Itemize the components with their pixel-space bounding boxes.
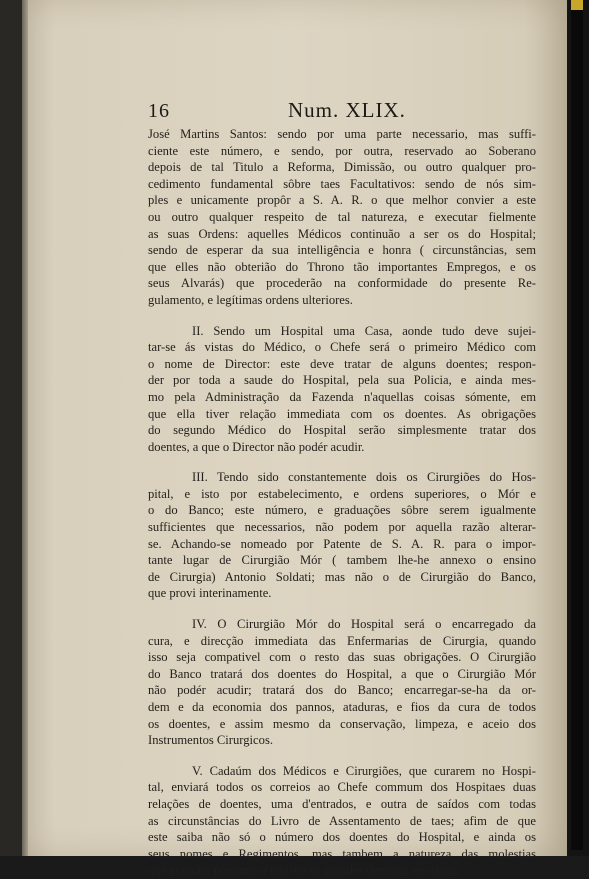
text-line: seus Alvarás) que procederão na conformidade do presente Re- bbox=[148, 276, 536, 291]
text-line: o nome de Director: este deve tratar de alguns doentes; respon- bbox=[148, 356, 536, 371]
text-line: os doentes, e assim mesmo da conservação, limpeza, e aceio dos bbox=[148, 716, 536, 731]
text-line: cedimento fundamental sôbre taes Facultativos: sendo de nós sim- bbox=[148, 176, 536, 191]
text-line: ciente este número, e sendo, por outra, reservado ao Soberano bbox=[148, 143, 536, 158]
text-line: seus nomes e Regimentos, mas tambem a natureza das molestias bbox=[148, 846, 536, 861]
text-line: sufficientes que necessarios, não podem por aquella razão alterar- bbox=[148, 520, 536, 535]
text-line: doentes, a que o Director não podér acudir. bbox=[148, 439, 365, 454]
text-line: tante lugar de Cirurgião Mór ( tambem lhe-he annexo o ensino bbox=[148, 553, 536, 568]
section-v bbox=[148, 763, 536, 879]
text-line: cura, e direcção immediata das Enfermarias de Cirurgia, quando bbox=[148, 633, 536, 648]
scan-edge-bar bbox=[571, 10, 583, 850]
text-line: Instrumentos Cirurgicos. bbox=[148, 733, 273, 748]
text-line: este saiba não só o número dos doentes do Hospital, e ainda os bbox=[148, 830, 536, 845]
section-iii bbox=[148, 469, 536, 602]
page-gutter-shadow bbox=[22, 0, 28, 856]
text-line: isso seja compativel com o resto das suas obrigações. O Cirurgião bbox=[148, 650, 536, 665]
text-line: mo pela Administração da Fazenda n'aquellas coisas sómente, em bbox=[148, 389, 536, 404]
text-line: pital, e isto por estabelecimento, e ordens superiores, o Mór e bbox=[148, 486, 536, 501]
body-text bbox=[148, 126, 536, 879]
text-line: tar-se ás vistas do Médico, o Chefe será o primeiro Médico com bbox=[148, 340, 536, 355]
scan-edge-strip bbox=[567, 0, 589, 856]
text-line: II. Sendo um Hospital uma Casa, aonde tudo deve sujei- bbox=[192, 323, 536, 338]
text-line: ou outro qualquer respeito de tal natureza, e executar fielmente bbox=[148, 209, 536, 224]
text-line: que provi interinamente. bbox=[148, 586, 272, 601]
text-line: IV. O Cirurgião Mór do Hospital será o encarregado da bbox=[192, 617, 536, 632]
text-line: que elles não obterião do Throno tão importantes Empregos, e os bbox=[148, 259, 536, 274]
running-title: Num. XLIX. bbox=[288, 98, 406, 122]
text-line: V. Cadaúm dos Médicos e Cirurgiões, que curarem no Hospi- bbox=[192, 763, 536, 778]
text-line: relações de doentes, uma d'entrados, e outra de saídos com todas bbox=[148, 796, 536, 811]
text-line: gulamento, e legítimas ordens ulteriores. bbox=[148, 292, 353, 307]
text-line: que ella tiver relação immediata com os doentes. As obrigações bbox=[148, 406, 536, 421]
text-line: sendo de esperar da sua intelligência e honra ( circunstâncias, sem bbox=[148, 243, 536, 258]
text-line: as suas Ordens: aquelles Médicos continuão a ser os do Hospital; bbox=[148, 226, 536, 241]
text-line: der por toda a saude do Hospital, pela sua Policia, e ainda mes- bbox=[148, 373, 536, 388]
text-line: as circunstâncias do Livro de Assentamento de taes; afim de que bbox=[148, 813, 536, 828]
text-line: o do Banco; este número, e graduações sôbre serem igualmente bbox=[148, 503, 536, 518]
text-line: III. Tendo sido constantemente dois os Cirurgiões do Hos- bbox=[192, 470, 536, 485]
text-line: depois de tal Titulo a Reforma, Dimissão, ou outro qualquer pro- bbox=[148, 160, 536, 175]
page-header bbox=[148, 100, 478, 124]
text-line: que grassão; pergunte o motivo de grandes demoras em curas, bbox=[148, 863, 461, 878]
text-line: não podér acudir; tratará dos do Banco; encarregar-se-ha da or- bbox=[148, 683, 536, 698]
text-line: tal, enviará todos os correios ao Chefe commum dos Hospitaes duas bbox=[148, 780, 536, 795]
paragraph-continuation bbox=[148, 126, 536, 309]
text-line: do segundo Médico do Hospital serão simplesmente tratar dos bbox=[148, 423, 536, 438]
section-iv bbox=[148, 616, 536, 749]
text-line: de Cirurgia) Antonio Soldati; mas não o de Cirurgião do Banco, bbox=[148, 569, 536, 584]
text-line: José Martins Santos: sendo por uma parte necessario, mas suffi- bbox=[148, 127, 536, 141]
text-line: dem e da economia dos pannos, ataduras, e fios da cura de todos bbox=[148, 700, 536, 714]
text-line: se. Achando-se nomeado por Patente de S. A. R. para o impor- bbox=[148, 536, 536, 551]
section-ii bbox=[148, 323, 536, 456]
page-number: 16 bbox=[148, 100, 170, 122]
text-line: ples e unicamente propôr a S. A. R. o que melhor convier a este bbox=[148, 193, 536, 208]
text-line: do Banco tratará dos doentes do Hospital, a que o Cirurgião Mór bbox=[148, 666, 536, 681]
